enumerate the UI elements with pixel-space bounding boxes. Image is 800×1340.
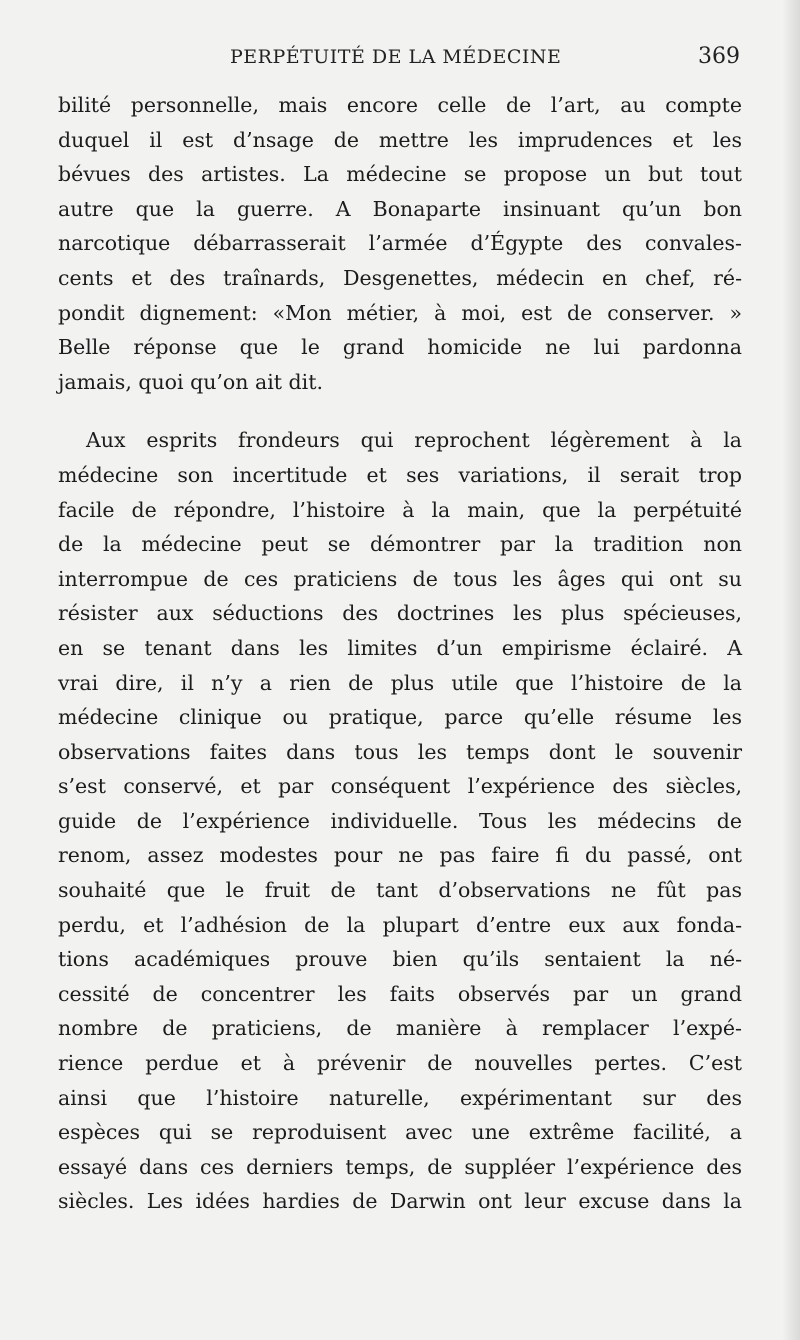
text-line: facile de répondre, l’histoire à la main, que la perpétuité xyxy=(58,497,742,522)
text-line: en se tenant dans les limites d’un empirisme éclairé. A xyxy=(58,635,742,660)
text-line: jamais, quoi qu’on ait dit. xyxy=(58,369,323,394)
text-line: guide de l’expérience individuelle. Tous les médecins de xyxy=(58,808,742,833)
text-line: ainsi que l’histoire naturelle, expérimentant sur des xyxy=(58,1085,742,1110)
text-line: observations faites dans tous les temps dont le souvenir xyxy=(58,739,742,764)
text-line: bilité personnelle, mais encore celle de l’art, au compte xyxy=(58,93,742,117)
text-line: vrai dire, il n’y a rien de plus utile que l’histoire de la xyxy=(58,670,742,695)
text-line: s’est conservé, et par conséquent l’expérience des siècles, xyxy=(58,774,742,799)
body-text xyxy=(58,88,742,1219)
running-header xyxy=(58,42,740,78)
text-line: résister aux séductions des doctrines les plus spécieuses, xyxy=(58,601,742,626)
text-line: souhaité que le fruit de tant d’observations ne fût pas xyxy=(58,878,742,903)
text-line: Aux esprits frondeurs qui reprochent légèrement à la xyxy=(86,428,742,453)
paragraph xyxy=(58,88,742,399)
page-number: 369 xyxy=(698,44,740,69)
text-line: rience perdue et à prévenir de nouvelles pertes. C’est xyxy=(58,1051,742,1076)
text-line: siècles. Les idées hardies de Darwin ont leur excuse dans la xyxy=(58,1189,742,1214)
text-line: médecine clinique ou pratique, parce qu’elle résume les xyxy=(58,705,742,730)
text-line: interrompue de ces praticiens de tous les âges qui ont su xyxy=(58,566,742,591)
text-line: médecine son incertitude et ses variations, il serait trop xyxy=(58,462,742,487)
text-line: duquel il est d’nsage de mettre les imprudences et les xyxy=(58,127,742,152)
paragraph xyxy=(58,423,742,1219)
text-line: pondit dignement: «Mon métier, à moi, est de conserver. » xyxy=(58,300,742,325)
running-title: PERPÉTUITÉ DE LA MÉDECINE xyxy=(230,46,562,68)
text-line: cents et des traînards, Desgenettes, médecin en chef, ré- xyxy=(58,265,742,290)
text-line: essayé dans ces derniers temps, de suppléer l’expérience des xyxy=(58,1154,742,1179)
text-line: bévues des artistes. La médecine se propose un but tout xyxy=(58,162,742,187)
text-line: cessité de concentrer les faits observés par un grand xyxy=(58,981,742,1006)
text-line: perdu, et l’adhésion de la plupart d’entre eux aux fonda- xyxy=(58,912,742,937)
text-line: tions académiques prouve bien qu’ils sentaient la né- xyxy=(58,947,742,972)
text-line: narcotique débarrasserait l’armée d’Égypte des convales- xyxy=(58,231,742,256)
text-line: nombre de praticiens, de manière à remplacer l’expé- xyxy=(58,1016,742,1041)
text-line: de la médecine peut se démontrer par la tradition non xyxy=(58,532,742,557)
text-line: espèces qui se reproduisent avec une extrême facilité, a xyxy=(58,1120,742,1145)
text-line: Belle réponse que le grand homicide ne lui pardonna xyxy=(58,335,742,360)
text-line: autre que la guerre. A Bonaparte insinuant qu’un bon xyxy=(58,196,742,221)
text-line: renom, assez modestes pour ne pas faire fi du passé, ont xyxy=(58,843,742,868)
